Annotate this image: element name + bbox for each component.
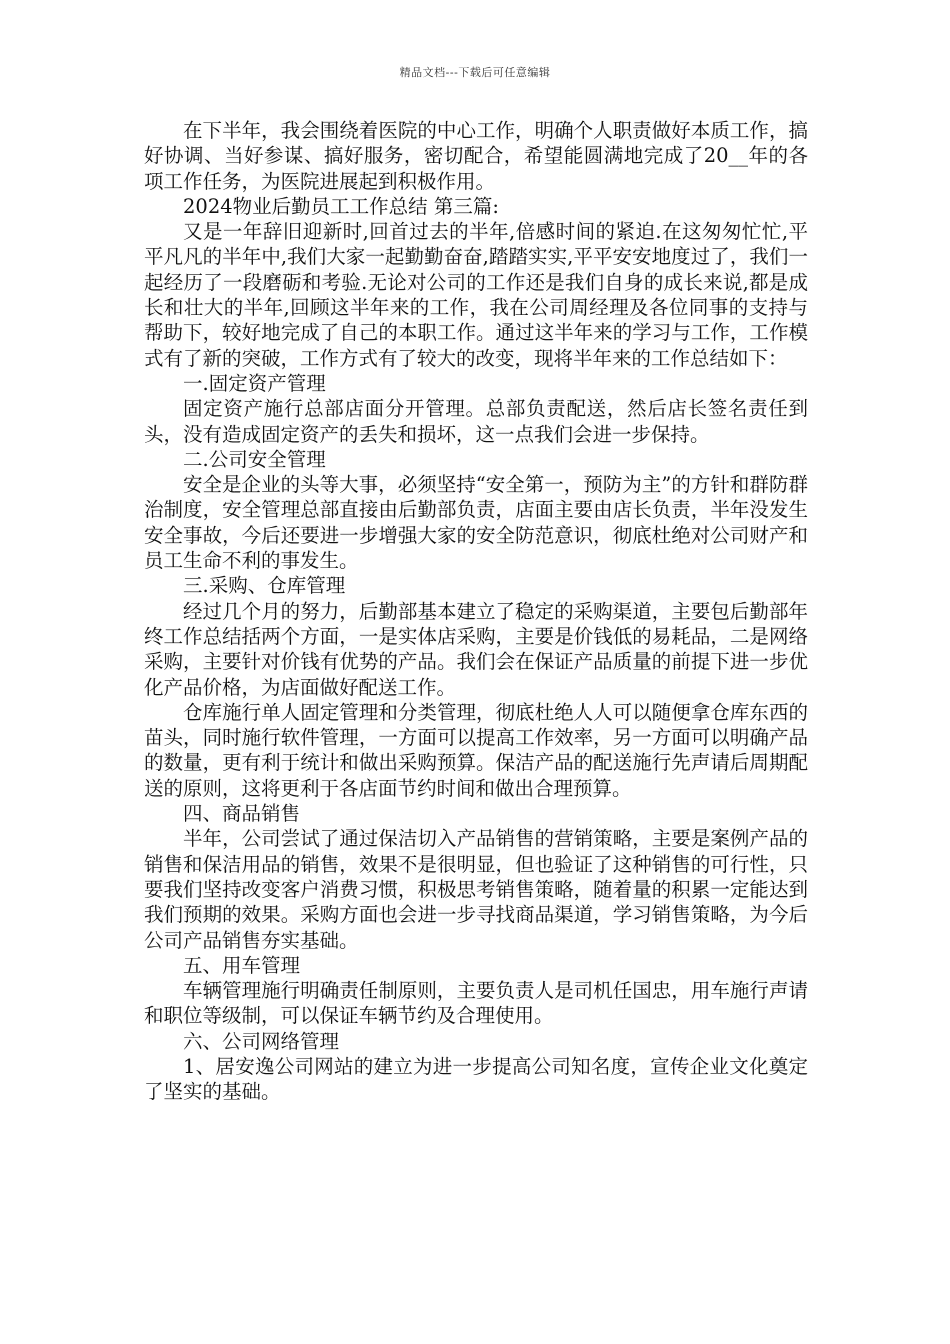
heading-sales: 四、商品销售 xyxy=(183,802,301,826)
heading-network: 六、公司网络管理 xyxy=(183,1029,340,1053)
heading-safety: 二.公司安全管理 xyxy=(183,447,326,471)
paragraph-sales: 半年，公司尝试了通过保洁切入产品销售的营销策略，主要是案例产品的销售和保洁用品的销售，效果不是很明显，但也验证了这种销售的可行性，只要我们坚持改变客户消费习惯，积极思考销售策略，随着量的积累一定能达到我们预期的效果。采购方面也会进一步寻找商品渠道，学习销售策略，为今后公司产品销售夯实基础。 xyxy=(144,827,808,952)
paragraph-fixed-assets: 固定资产施行总部店面分开管理。总部负责配送，然后店长签名责任到头，没有造成固定资产的丢失和损坏，这一点我们会进一步保持。 xyxy=(144,397,808,446)
paragraph-procurement: 经过几个月的努力，后勤部基本建立了稳定的采购渠道，主要包后勤部年终工作总结括两个方面，一是实体店采购，主要是价钱低的易耗品，二是网络采购，主要针对价钱有优势的产品。我们会在保证产品质量的前提下进一步优化产品价格，为店面做好配送工作。 xyxy=(144,599,808,699)
paragraph-warehouse: 仓库施行单人固定管理和分类管理，彻底杜绝人人可以随便拿仓库东西的苗头，同时施行软件管理，一方面可以提高工作效率，另一方面可以明确产品的数量，更有利于统计和做出采购预算。保洁产品的配送施行先声请后周期配送的原则，这将更利于各店面节约时间和做出合理预算。 xyxy=(144,700,808,800)
paragraph-safety: 安全是企业的头等大事，必须坚持“安全第一，预防为主”的方针和群防群治制度，安全管理总部直接由后勤部负责，店面主要由店长负责，半年没发生安全事故，今后还要进一步增强大家的安全防范意识，彻底杜绝对公司财产和员工生命不利的事发生。 xyxy=(144,473,808,573)
paragraph-network: 1、居安逸公司网站的建立为进一步提高公司知名度，宣传企业文化奠定了坚实的基础。 xyxy=(144,1054,808,1104)
heading-procurement: 三.采购、仓库管理 xyxy=(183,574,346,598)
page-header: 精品文档---下载后可任意编辑 xyxy=(399,66,551,79)
section-title: 2024物业后勤员工工作总结 第三篇: xyxy=(183,194,499,218)
heading-fixed-assets: 一.固定资产管理 xyxy=(183,371,326,395)
document-body xyxy=(144,118,808,1105)
paragraph-vehicles: 车辆管理施行明确责任制原则，主要负责人是司机任国忠，用车施行声请和职位等级制，可以保证车辆节约及合理使用。 xyxy=(144,979,808,1028)
paragraph-intro: 又是一年辞旧迎新时,回首过去的半年,倍感时间的紧迫.在这匆匆忙忙,平平凡凡的半年中,我们大家一起勤勤奋奋,踏踏实实,平平安安地度过了，我们一起经历了一段磨砺和考验.无论对公司的工作还是我们自身的成长来说,都是成长和壮大的半年,回顾这半年来的工作，我在公司周经理及各位同事的支持与帮助下，较好地完成了自己的本职工作。通过这半年来的学习与工作，工作模式有了新的突破，工作方式有了较大的改变，现将半年来的工作总结如下： xyxy=(144,220,808,370)
heading-vehicles: 五、用车管理 xyxy=(183,953,301,977)
paragraph-summary-first-half: 在下半年，我会围绕着医院的中心工作，明确个人职责做好本质工作，搞好协调、当好参谋、搞好服务，密切配合，希望能圆满地完成了20__年的各项工作任务，为医院进展起到积极作用。 xyxy=(144,119,808,193)
